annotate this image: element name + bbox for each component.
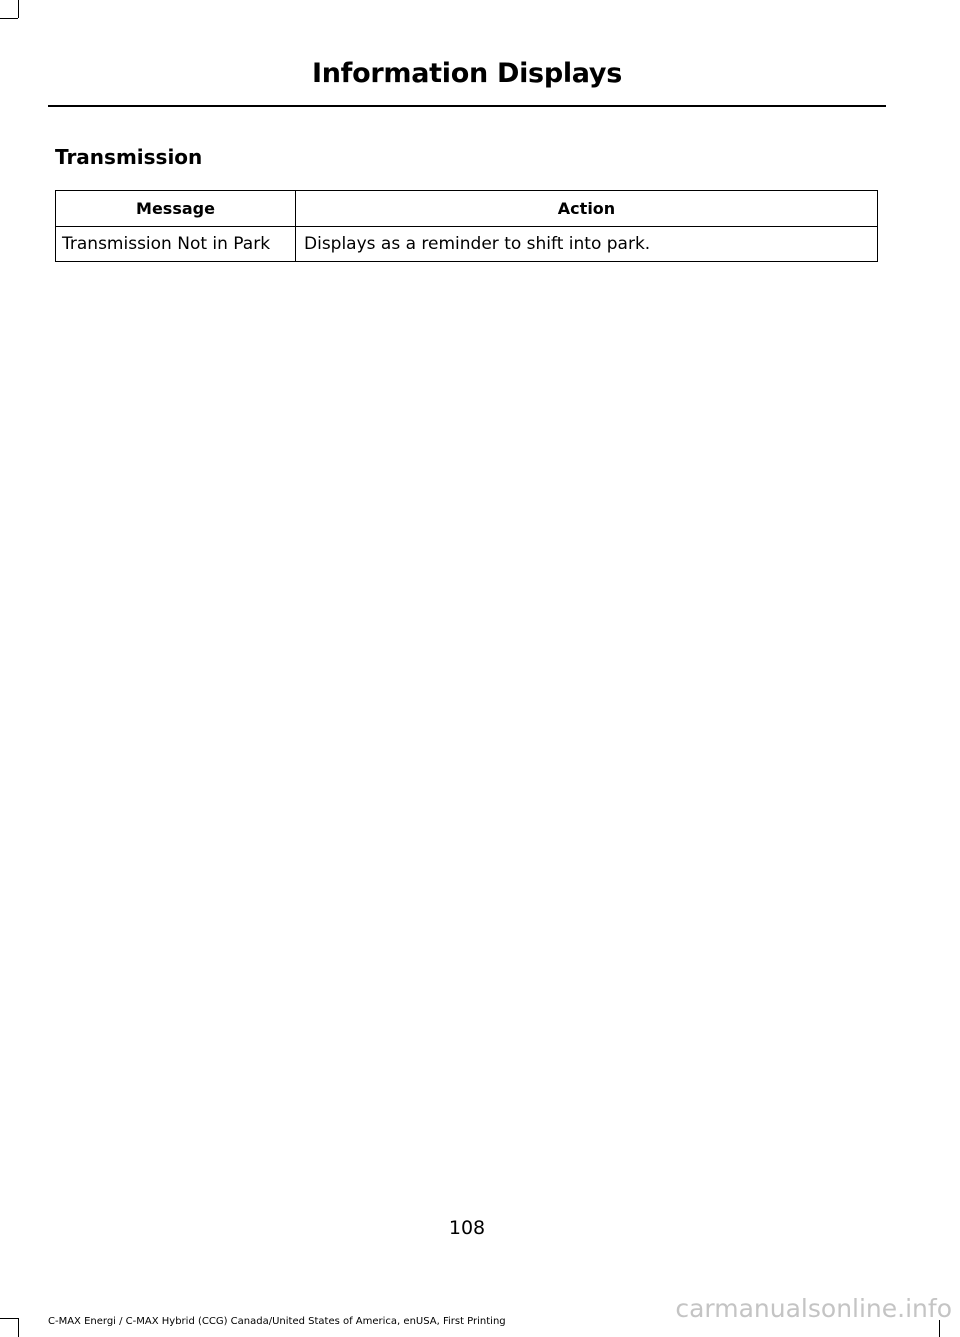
crop-mark-top-left-vertical bbox=[18, 0, 19, 18]
page-number: 108 bbox=[448, 1217, 486, 1239]
table-row bbox=[56, 227, 878, 262]
footer-text: C-MAX Energi / C-MAX Hybrid (CCG) Canada/United States of America, enUSA, First Printing bbox=[48, 1316, 506, 1327]
crop-mark-bottom-left-horizontal bbox=[0, 1318, 18, 1319]
crop-mark-top-left-horizontal bbox=[0, 18, 18, 19]
action-cell: Displays as a reminder to shift into park. bbox=[296, 227, 878, 262]
section-title: Transmission bbox=[55, 145, 203, 169]
crop-mark-bottom-left-vertical bbox=[18, 1318, 19, 1337]
header-rule bbox=[48, 105, 886, 107]
message-table bbox=[55, 190, 878, 262]
table-header-row bbox=[56, 191, 878, 227]
column-header-action: Action bbox=[296, 191, 878, 227]
column-header-message: Message bbox=[56, 191, 296, 227]
chapter-title: Information Displays bbox=[312, 58, 622, 89]
watermark: carmanualsonline.info bbox=[675, 1294, 952, 1323]
message-cell: Transmission Not in Park bbox=[56, 227, 296, 262]
